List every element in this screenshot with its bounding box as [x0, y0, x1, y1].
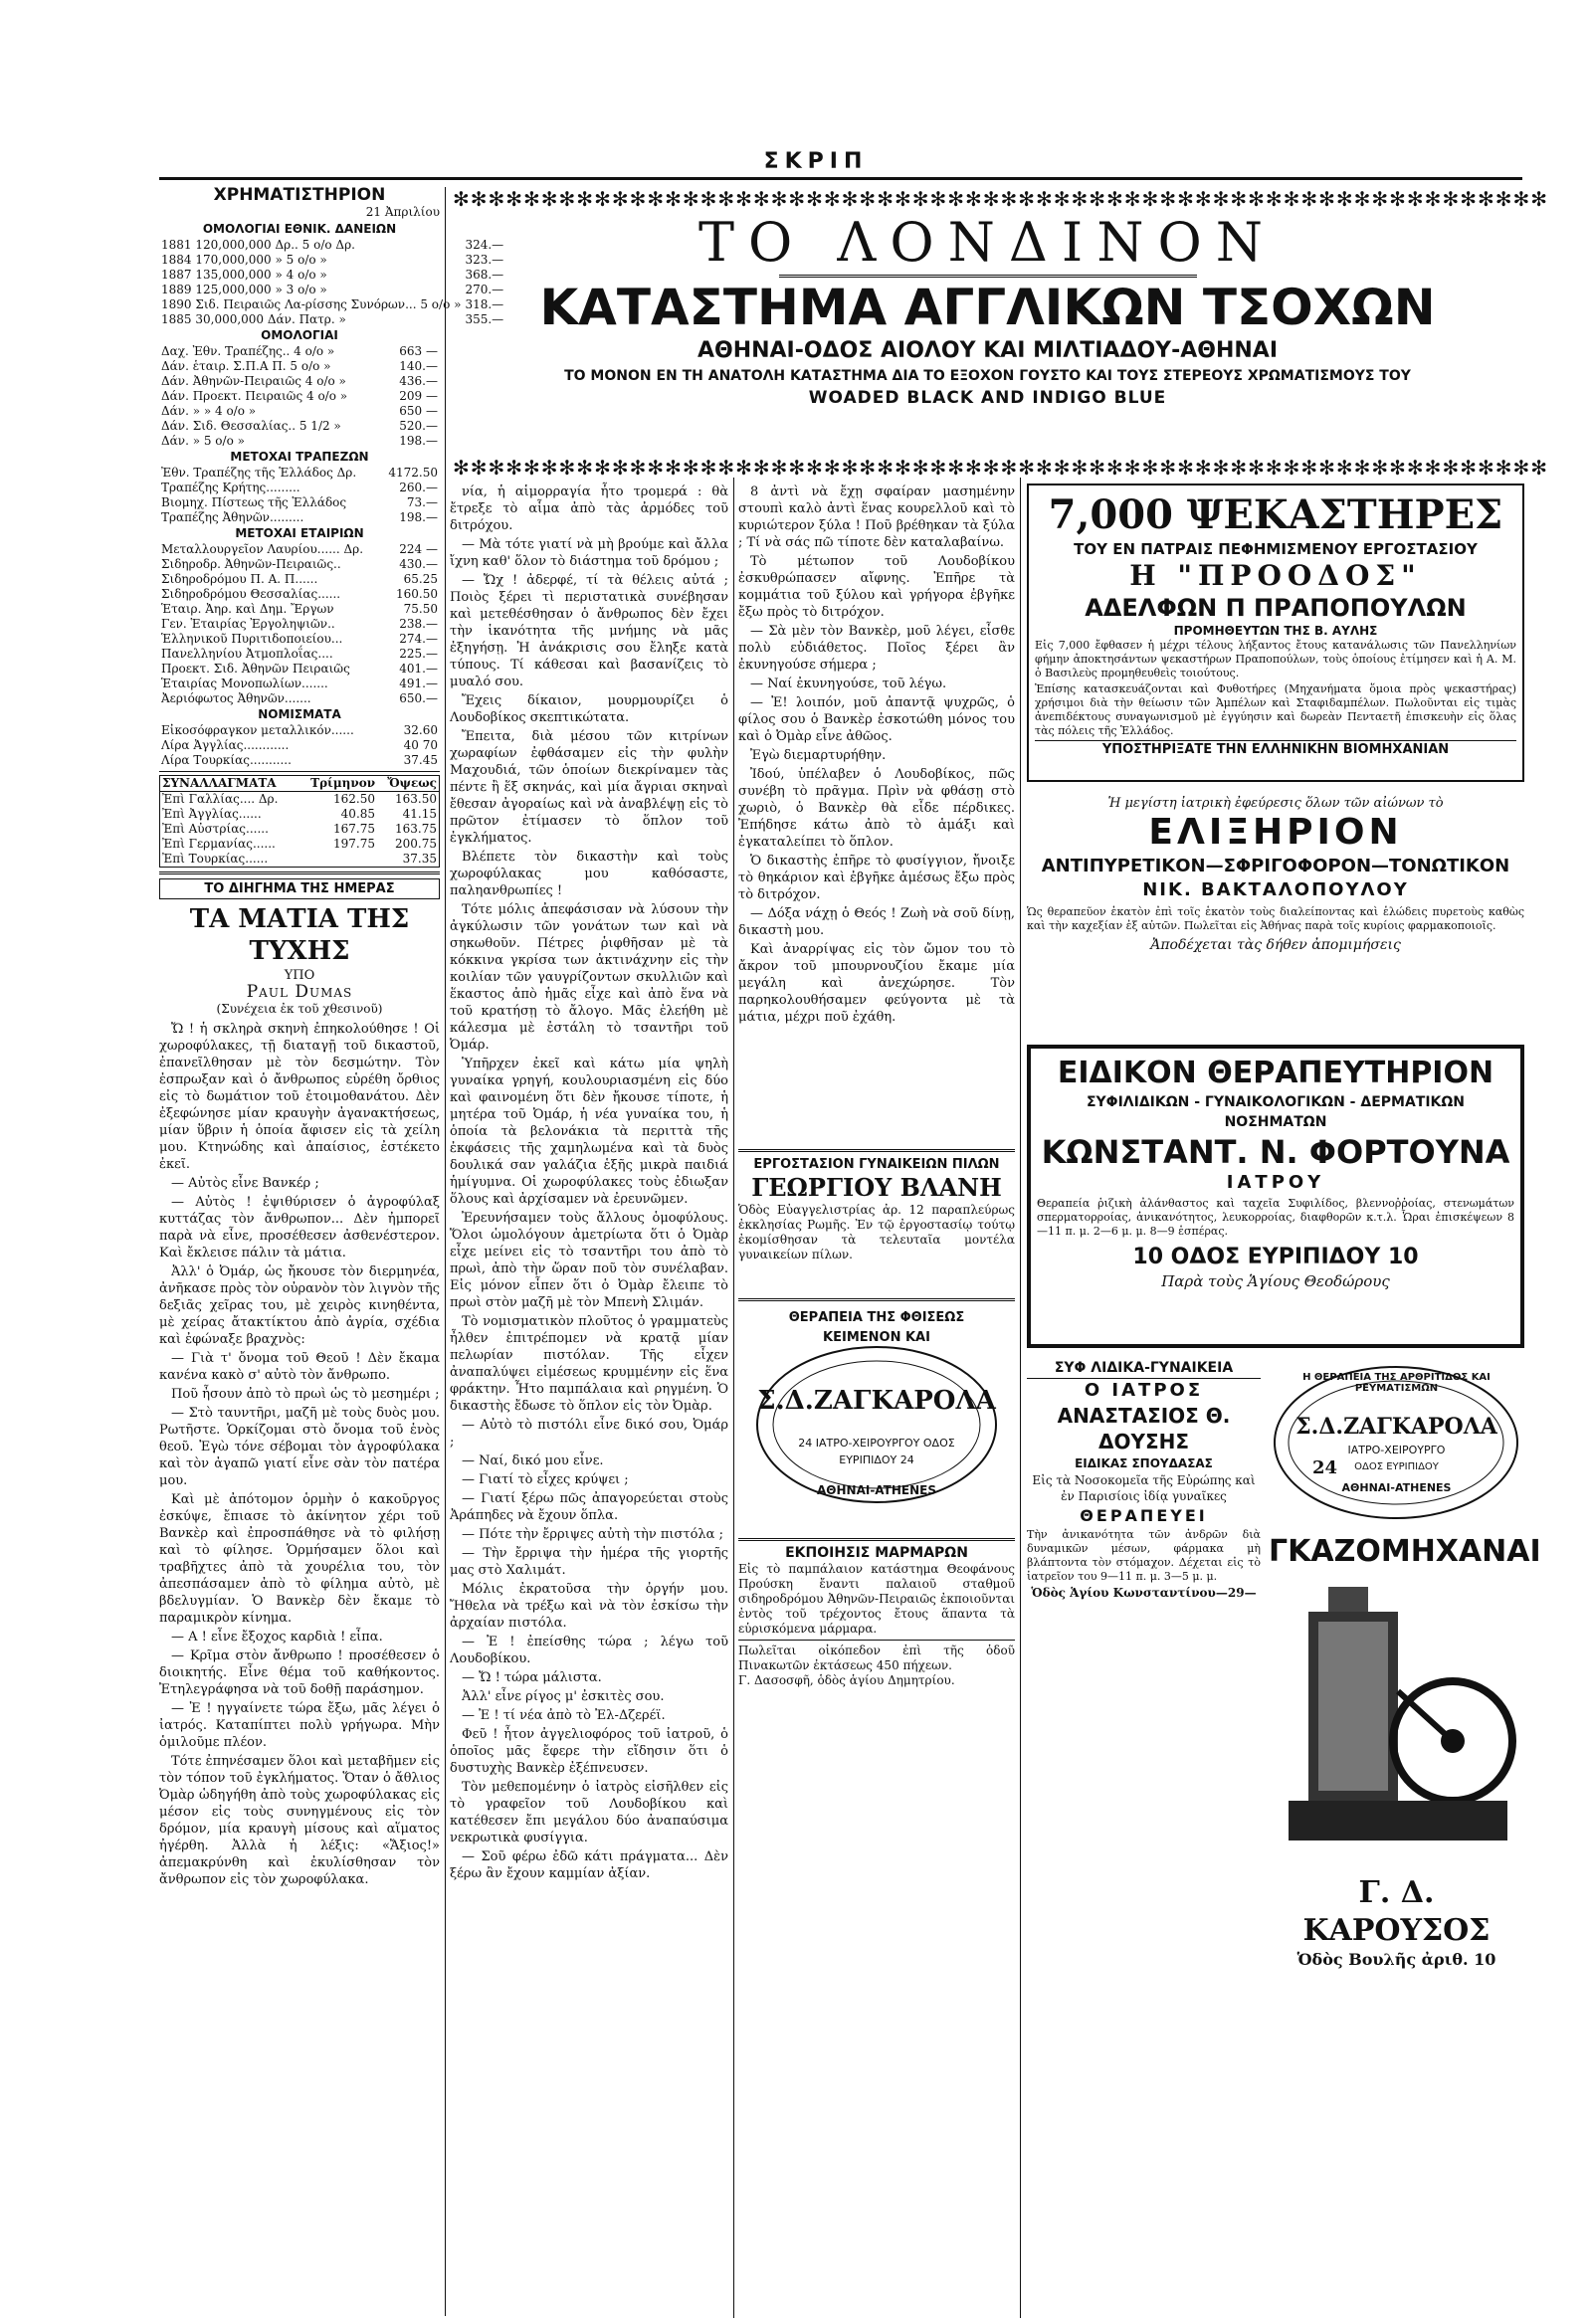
elixir-kind: ΑΝΤΙΠΥΡΕΤΙΚΟΝ—ΣΦΡΙΓΟΦΟΡΟΝ—ΤΟΝΩΤΙΚΟΝ [1041, 856, 1510, 876]
table-row [159, 419, 440, 434]
table-cell: Δάν. Ἀθηνῶν-Πειραιῶς 4 ο/ο » [161, 374, 346, 388]
gas-title: ΓΚΑΖΟΜΗΧΑΝΑΙ [1269, 1534, 1541, 1569]
paragraph: Μόλις ἐκρατοῦσα τὴν ὀργήν μου. Ἤθελα νὰ τρέξω καὶ νὰ τὸν ἐσκίσω τὴν ἀρχαίαν πιστόλα. [450, 1582, 728, 1631]
stamp-line2: ΚΕΙΜΕΝΟΝ ΚΑΙ [823, 1330, 930, 1345]
exchange-date: 21 Ἀπριλίου [365, 205, 440, 219]
paragraph: Ἔπειτα, διὰ μέσου τῶν κιτρίνων χωραφίων ἐφθάσαμεν εἰς τὴν φυλὴν Μαχουδιά, τῶν ὁποίων διεκρίναμεν τὰς πέντε ἢ ἕξ σκηνάς, καὶ μία ἄγριαι σκηναὶ ἔθεσαν ἀγοραίως καὶ νὰ ἀναβλέψῃ εἰς τὸ πρῶτον ἐτίμασεν τὸ ὅπλον τοῦ ἐγκλήματος. [450, 729, 728, 846]
table-cell: Βιομηχ. Πίστεως τῆς Ἑλλάδος [161, 495, 347, 509]
table-cell: Λίρα Ἀγγλίας............ [161, 738, 290, 752]
zagkarola-street: ΟΔΟΣ ΕΥΡΙΠΙΔΟΥ [1354, 1461, 1439, 1472]
table-cell: Λίρα Τουρκίας........... [161, 753, 292, 767]
marble-sale: Πωλεῖται οἰκόπεδον ἐπὶ τῆς ὁδοῦ Πινακωτῶν ἐκτάσεως 450 πήχεων. [738, 1644, 1015, 1672]
story-text-third [738, 484, 1015, 1145]
table-cell: 65.25 [403, 572, 438, 586]
sprayers-name: Η "ΠΡΟΟΔΟΣ" [1129, 559, 1422, 592]
table-cell: Τραπέζης Κρήτης......... [161, 481, 300, 494]
column-divider [733, 478, 734, 2318]
banks-title: ΜΕΤΟΧΑΙ ΤΡΑΠΕΖΩΝ [230, 450, 369, 464]
table-row [159, 647, 440, 662]
london-title: ΤΟ ΛΟΝΔΙΝΟΝ [697, 211, 1278, 274]
sprayers-supplier: ΠΡΟΜΗΘΕΥΤΩΝ ΤΗΣ Β. ΑΥΛΗΣ [1173, 624, 1378, 638]
table-row [159, 587, 440, 602]
clinic-kind: ΣΥΦΙΛΙΔΙΚΩΝ - ΓΥΝΑΙΚΟΛΟΓΙΚΩΝ - ΔΕΡΜΑΤΙΚΩΝ ΝΟΣΗΜΑΤΩΝ [1086, 1094, 1466, 1130]
london-brand: WOADED BLACK AND INDIGO BLUE [808, 388, 1167, 408]
table-cell: 4172.50 [388, 466, 438, 480]
table-cell: 140.— [399, 359, 438, 373]
table-cell: 491.— [399, 677, 438, 690]
table-row [159, 344, 440, 359]
table-row [159, 602, 440, 617]
stamp-address: 24 ΙΑΤΡΟ-ΧΕΙΡΟΥΡΓΟΥ ΟΔΟΣ ΕΥΡΙΠΙΔΟΥ 24 [798, 1437, 955, 1466]
table-cell: Δάν. » 5 ο/ο » [161, 434, 245, 448]
table-cell: 1881 120,000,000 Δρ.. 5 ο/ο Δρ. [161, 238, 355, 252]
table-cell: Ἐπὶ Γαλλίας.... Δρ. [162, 792, 279, 806]
gas-engine-ad [1269, 1532, 1541, 2318]
paragraph: — Ἐ ! τί νέα ἀπὸ τὸ Ἐλ-Δζερέϊ. [462, 1708, 666, 1723]
hats-title: ΕΡΓΟΣΤΑΣΙΟΝ ΓΥΝΑΙΚΕΙΩΝ ΠΙΛΩΝ [753, 1157, 1000, 1172]
london-ad [453, 211, 1522, 456]
paragraph: Ἀλλ' ὁ Ὀμάρ, ὡς ἤκουσε τὸν διερμηνέα, ἀνῆκασε πρὸς τὸν οὐρανὸν τὸν λιγνὸν τῆς δεξιᾶς χεῖρας του, μὲ χειρὸς κινηθέντα, μὲ χείρας ἄτακτίκτου ἀπὸ ἀγρία, σχέδια καὶ ἐφώναξε βραχνὸς: [159, 1264, 440, 1347]
paragraph: — Ὤχ ! ἀδερφέ, τί τὰ θέλεις αὐτά ; Ποιὸς ξέρει τὶ περιστατικὰ συνέβησαν καὶ μετεθέσθησαν ὁ ἄνθρωπος δὲν ἔχει τὴν ἱκανότητα τῆς μνήμης νὰ μᾶς ἐξηγήσῃ. Ἡ ἀνάκρισις σου ἔληξε κατὰ τύπους. Τί κάθεσαι καὶ βασανίζεις τὸ μυαλό σου. [450, 573, 728, 689]
paragraph: Καὶ ἀναρρίψας εἰς τὸν ὤμον του τὸ ἄκρον τοῦ μπουρνουζίου ἔκαμε μία μεγάλη καὶ ἀνεχώρησε. Τὸν παρηκολουθήσαμεν φεύγοντα μὲ τὰ μάτια, μέχρι ποῦ ἐχάθη. [738, 942, 1015, 1025]
table-cell: 200.75 [395, 837, 437, 851]
paragraph: Τὸν μεθεπομένην ὁ ἰατρὸς εἰσῆλθεν εἰς τὸ γραφεῖον τοῦ Λουδοβίκου καὶ κατέθεσεν ἔπι μεγάλου δύο ἀναπαύσιμα νεκρωτικὰ φυσίγγια. [450, 1780, 728, 1845]
paragraph: — Γιατί ξέρω πῶς ἀπαγορεύεται στοὺς Ἀράπηδες νὰ ἔχουν ὅπλα. [450, 1491, 728, 1523]
table-cell: Δάν. » » 4 ο/ο » [161, 404, 257, 418]
sprayers-big: 7,000 ΨΕΚΑΣΤΗΡΕΣ [1048, 491, 1503, 538]
gyn-ad [1027, 1358, 1261, 1915]
gyn-studies: ΕΙΔΙΚΑΣ ΣΠΟΥΔΑΣΑΣ [1075, 1456, 1213, 1470]
table-cell: Ἐθν. Τραπέζης τῆς Ἑλλάδος Δρ. [161, 466, 357, 480]
paragraph: Ἀλλ' εἶνε ρίγος μ' ἐσκιτὲς σου. [462, 1689, 665, 1704]
table-cell: Σιδηροδρόμου Θεσσαλίας...... [161, 587, 341, 601]
elixir-text: Ὡς θεραπεῦον ἑκατὸν ἐπὶ τοῖς ἑκατὸν τοὺς διαλείποντας καὶ ἑλώδεις πυρετοὺς καθὼς καὶ τὴν καχεξίαν ἐξ αὐτῶν. Πωλεῖται εἰς Ἀθήνας παρὰ τοῖς κυρίοις φαρμακοποιοῖς. [1027, 905, 1524, 932]
table-row [160, 852, 440, 868]
paragraph: Φεῦ ! ἦτον ἀγγελιοφόρος τοῦ ἰατροῦ, ὁ ὁποῖος μᾶς ἔφερε τὴν εἴδησιν ὅτι ὁ δυστυχὴς Βανκὲρ ἐξέπνευσεν. [450, 1727, 728, 1776]
table-cell: 323.— [465, 253, 504, 267]
paragraph: — Σοῦ φέρω ἐδῶ κάτι πράγματα... Δὲν ξέρω ἂν ἔχουν καμμίαν ἀξίαν. [450, 1849, 728, 1881]
paragraph: Ὁ δικαστὴς ἐπῆρε τὸ φυσίγγιον, ἤνοιξε τὸ θηκάριον καὶ ἐβγῆκε ἀμέσως ἔξω πρὸς τὸ διτρόχον. [738, 854, 1015, 902]
clinic-text: Θεραπεία ῥιζικὴ ἀλάνθαστος καὶ ταχεῖα Συφιλίδος, βλεννοῤῥοίας, στενωμάτων σπερματορροίας, ἀνικανότητος, λευκορροίας, διαφθορῶν κ.τ.λ. Ὧραι ἐπισκέψεων 8—11 π. μ. 2—6 μ. μ. 8—9 ἑσπέρας. [1037, 1197, 1514, 1238]
table-cell: 198.— [399, 510, 438, 524]
gas-engine-illustration [1269, 1572, 1524, 1870]
table-cell: Ἐπὶ Γερμανίας...... [162, 837, 276, 851]
table-row [160, 792, 440, 808]
table-cell: 401.— [399, 662, 438, 676]
coins-table [159, 723, 440, 768]
table-row [159, 738, 440, 753]
clinic-address: 10 ΟΔΟΣ ΕΥΡΙΠΙΔΟΥ 10 [1132, 1245, 1419, 1269]
paragraph: — Ἐ! λοιπόν, μοῦ ἀπαντᾷ ψυχρῶς, ὁ φίλος σου ὁ Βανκὲρ ἐσκοτώθη μόνος του καὶ ὁ Ὀμὰρ εἶνε ἀθῶος. [738, 695, 1015, 744]
companies-table [159, 542, 440, 706]
sprayers-text2: Ἐπίσης κατασκευάζονται καὶ Φυθοτήρες (Μηχανήματα ὅμοια πρὸς ψεκαστήρας) χρήσιμοι διὰ τὴν θείωσιν τῶν Ἀμπέλων καὶ Σταφιδαμπέλων. Πωλοῦνται εἰς τιμὰς ἀνεπιδέκτους συναγωνισμοῦ μὲ ἐγγύησιν καὶ δωρεὰν Πενταετῆ ἐπισκευὴν εἰς ὅλας τὰς πόλεις τῆς Ἑλλάδος. [1035, 682, 1516, 737]
phthisis-stamp [738, 1305, 1015, 1534]
paragraph: Ὤ ! ἡ σκληρὰ σκηνὴ ἐπηκολούθησε ! Οἱ χωροφύλακες, τῇ διαταγῇ τοῦ δικαστοῦ, ἐπανεῖλθησαν μὲ τὸν δεσμώτην. Τὸν ἐσπρωξαν καὶ ὁ ἄνθρωπος εὑρέθη ὄρθιος εἰς τὸ δωμάτιον τοῦ ἐτοιμοθανάτου. Δὲν ἐξεφώνησε μίαν κραυγὴν ἀγανακτήσεως, μίαν ὕβριν ἡ ὁποία ἄφισεν εἰς τὰ χείλη μου. Κτηνώδης καὶ ἀπαίσιος, ἐστέκετο ἐκεῖ. [159, 1022, 440, 1172]
table-cell: 37.35 [402, 852, 437, 866]
table-cell: Ἀεριόφωτος Ἀθηνῶν....... [161, 691, 311, 705]
story-author: Paul Dumas [246, 982, 353, 1002]
paragraph: Ἐγὼ διεμαρτυρήθην. [750, 748, 887, 763]
table-cell: 73.— [406, 495, 438, 509]
table-row [159, 466, 440, 481]
zagkarola-num: 24 [1312, 1457, 1338, 1478]
table-row [159, 572, 440, 587]
table-row [159, 495, 440, 510]
paragraph: Τότε μόλις ἀπεφάσισαν νὰ λύσουν τὴν ἀγκύλωσιν τῶν γονάτων των καὶ νὰ σηκωθοῦν. Πέτρες ῥιφθῆσαν μὲ τὰ κόκκινα γκρίσα των ἀκτινάχνην εἰς τὴν κοιλίαν τῶν γαυγρίζοντων σκυλλιῶν καὶ ἕκαστος ἀπὸ ἡμᾶς εἶχε καὶ ἀπὸ ἕνα νὰ τοῦ κρατήσῃ τὸ ἄλογο. Μᾶς ἐλεήθη μὲ κάλεσμα μὲ ἐστάλη τὸ τσαντῆρι τοῦ Ὀμάρ. [450, 902, 728, 1053]
sprayers-ad [1027, 484, 1524, 782]
paragraph: — Ναί ἐκυνηγούσε, τοῦ λέγω. [750, 677, 947, 691]
clinic-near: Παρὰ τοὺς Ἁγίους Θεοδώρους [1161, 1272, 1390, 1290]
hats-text: Ὁδὸς Εὐαγγελιστρίας ἀρ. 12 παραπλεύρως ἐκκλησίας Ρωμῆς. Ἐν τῷ ἐργοστασίῳ τούτῳ ἐκομίσθησαν τὰ τελευταῖα μοντέλα γυναικείων πίλων. [738, 1203, 1015, 1261]
table-cell: 75.50 [403, 602, 438, 616]
table-cell: Σιδηροδρόμου Π. Α. Π...... [161, 572, 318, 586]
gyn-text: Εἰς τὰ Νοσοκομεῖα τῆς Εὐρώπης καὶ ἐν Παρισίοις ἰδίᾳ γυναῖκες [1032, 1473, 1256, 1503]
table-row [159, 617, 440, 632]
table-cell: 1885 30,000,000 Δάν. Πατρ. » [161, 312, 346, 326]
elixir-closing: Ἀποδέχεται τὰς δήθεν ἀπομιμήσεις [1150, 937, 1401, 953]
table-cell: Δάν. Προεκτ. Πειραιῶς 4 ο/ο » [161, 389, 348, 403]
paragraph: — Γιατί τὸ εἶχες κρύψει ; [462, 1472, 629, 1487]
paragraph: — Στὸ ταυντῆρι, μαζῆ μὲ τοὺς δυὸς μου. Ρωτῆστε. Ὁρκίζομαι στὸ ὄνομα τοῦ ἑνὸς θεοῦ. Ἐγὼ τόνε σέβομαι τὸν ἀγροφύλακα καὶ τὸν ἀγαπῶ γιατί εἶνε σὰν τὸν πατέρα μου. [159, 1406, 440, 1488]
gyn-title: ΣΥΦ ΛΙΔΙΚΑ-ΓΥΝΑΙΚΕΙΑ [1027, 1358, 1261, 1379]
paragraph: Βλέπετε τὸν δικαστὴν καὶ τοὺς χωροφύλακας μου καθόσαστε, παληανθρωπίες ! [450, 850, 728, 898]
banner-border-bottom: ✻✻✻✻✻✻✻✻✻✻✻✻✻✻✻✻✻✻✻✻✻✻✻✻✻✻✻✻✻✻✻✻✻✻✻✻✻✻✻✻✻✻✻✻✻✻✻✻✻✻✻✻✻✻✻✻✻✻✻✻✻✻ [453, 456, 1548, 480]
table-cell [298, 852, 377, 868]
marble-title: ΕΚΠΟΙΗΣΙΣ ΜΑΡΜΑΡΩΝ [785, 1545, 968, 1561]
paragraph: — Πότε τὴν ἔρριψες αὐτὴ τὴν πιστόλα ; [462, 1527, 723, 1542]
table-cell: Προεκτ. Σιδ. Ἀθηνῶν Πειραιῶς [161, 662, 350, 676]
table-row [160, 807, 440, 822]
feuilleton-label: ΤΟ ΔΙΗΓΗΜΑ ΤΗΣ ΗΜΕΡΑΣ [159, 878, 440, 899]
table-cell: 260.— [399, 481, 438, 494]
table-row [159, 691, 440, 706]
paragraph: — Αὐτὸς εἶνε Βανκέρ ; [171, 1176, 319, 1191]
elixir-lead: Ἡ μεγίστη ἰατρικὴ ἐφεύρεσις ὅλων τῶν αἰώνων τὸ [1107, 796, 1444, 811]
table-cell: 40.85 [340, 807, 376, 821]
gyn-body: Τὴν ἀνικανότητα τῶν ἀνδρῶν διὰ δυναμικῶν μέσων, φάρμακα μὴ βλάπτοντα τὸν στόμαχον. Δέχεται εἰς τὸ ἰατρεῖον του 9—11 π. μ. 3—5 μ. μ. [1027, 1528, 1261, 1583]
table-cell: 520.— [399, 419, 438, 433]
table-row [159, 753, 440, 768]
table-row [159, 359, 440, 374]
table-row [159, 389, 440, 404]
paragraph: Ποῦ ἦσουν ἀπὸ τὸ πρωὶ ὡς τὸ μεσημέρι ; [171, 1387, 440, 1402]
table-cell: 436.— [399, 374, 438, 388]
table-cell: 1887 135,000,000 » 4 ο/ο » [161, 268, 327, 282]
paragraph: Τότε ἐπηνέσαμεν ὅλοι καὶ μεταβῆμεν εἰς τὸν τόπον τοῦ ἐγκλήματος. Ὅταν ὁ ἄθλιος Ὀμὰρ ὡδηγήθη ἀπὸ τοὺς χωροφύλακας εἰς μέσον εἰς τοὺς συνηγμένους εἰς τὸν δρόμον, μία κραυγὴ μίσους καὶ αἵματος ἠγέρθη. Ἀλλὰ ἡ λέξις: «Ἄξιος!» ἀπεμακρύνθη καὶ ἐκυλίσθησαν τὸν ἄνθρωπον εἰς τὸν χωροφύλακα. [159, 1754, 440, 1887]
clinic-ad [1027, 1045, 1524, 1348]
clinic-name: ΚΩΝΣΤΑΝΤ. Ν. ΦΟΡΤΟΥΝΑ [1041, 1133, 1510, 1171]
table-header-cell: Ὄψεως [377, 776, 439, 792]
paragraph: Ἰδού, ὑπέλαβεν ὁ Λουδοβίκος, πῶς συνέβη τὸ πρᾶγμα. Πρὶν νὰ φθάσῃ στὸ χωριὸ, ὁ Βανκὲρ θὰ εἶδε πέρδικες. Ἐπήδησε κάτω ἀπὸ τὸ ἁμάξι καὶ ἐγκαταλείπει τὸ ὅπλον. [738, 767, 1015, 850]
sprayers-text1: Εἰς 7,000 ἔφθασεν ἡ μέχρι τέλους λήξαντος ἔτους κατανάλωσις τῶν Πανελληνίων φήμην ἀποκτησάντων ψεκαστήρων Πραποπούλων, τοὺς ὁποίους ἐτίμησεν καὶ ἡ Α. Μ. ὁ Βασιλεὺς προμηθευθεὶς τοιούτους. [1035, 639, 1516, 679]
marble-owner: Γ. Δασοσφῆ, ὁδὸς ἁγίου Δημητρίου. [738, 1673, 955, 1687]
table-cell: Ἑταιρίας Μονοπωλίων....... [161, 677, 328, 690]
paragraph: — Ναί, δικό μου εἶνε. [462, 1453, 604, 1468]
middle-column [450, 484, 728, 2314]
paragraph: — Ἐ ! ηγγαίνετε τώρα ἔξω, μᾶς λέγει ὁ ἰατρός. Καταπίπτει πολὺ γρήγωρα. Μὴν ὁμιλοῦμε πλέον. [159, 1701, 440, 1750]
table-row [159, 510, 440, 525]
paragraph: — Αὐτὸς ! ἐψιθύρισεν ὁ ἀγροφύλαξ κυττάζας τὸν ἄνθρωπον... Δὲν ἠμπορεῖ παρὰ νὰ εἶνε, προσέθεσεν ἀσθενέστερον. Καὶ ἔκλεισε πάλιν τὰ μάτια. [159, 1195, 440, 1260]
table-row [159, 557, 440, 572]
table-cell: 163.75 [395, 822, 437, 836]
table-cell: 368.— [465, 268, 504, 282]
table-cell: 270.— [465, 283, 504, 296]
stamp-name: Σ.Δ.ΖΑΓΚΑΡΟΛΑ [757, 1386, 996, 1416]
paragraph: — Δόξα νάχῃ ὁ Θεός ! Ζωὴ νὰ σοῦ δίνῃ, δικαστὴ μου. [738, 906, 1015, 938]
paragraph: 8 ἀντὶ νὰ ἔχῃ σφαίραν μασημένην στουπὶ καλὸ ἀντὶ ἕνας κουρελλοῦ καὶ τὸ κυριώτερον ξύλα ! Ποῦ βρέθηκαν τὰ ξύλα ; Τί νὰ σάς πῶ τίποτε δὲν καταλαβαίνω. [738, 484, 1015, 550]
omologiai-table [159, 344, 440, 449]
table-cell: 209 — [399, 389, 438, 403]
story-text-middle [450, 484, 728, 1882]
table-cell: 167.75 [333, 822, 376, 836]
clinic-title: ΕΙΔΙΚΟΝ ΘΕΡΑΠΕΥΤΗΡΙΟΝ [1057, 1056, 1494, 1090]
table-cell: 162.50 [333, 792, 376, 806]
table-row [159, 677, 440, 691]
stamp-city: ΑΘΗΝΑΙ-ATHENES [817, 1483, 936, 1497]
column-divider [445, 187, 446, 2316]
paragraph: — Ὤ ! τώρα μάλιστα. [462, 1670, 602, 1685]
marble-text: Εἰς τὸ παμπάλαιον κατάστημα Θεοφάνους Προύσκη ἔναντι παλαιοῦ σταθμοῦ σιδηροδρόμου Ἀθηνῶν-Πειραιῶς ἐκποιοῦνται ἐντὸς τοῦ τρέχοντος ἔτους ἅπαντα τὰ εὑρισκόμενα μάρμαρα. [738, 1562, 1015, 1636]
paragraph: — Α ! εἶνε ἔξοχος καρδιὰ ! εἶπα. [171, 1630, 383, 1645]
table-row [159, 542, 440, 557]
gyn-therapy: ΘΕΡΑΠΕΥΕΙ [1080, 1506, 1208, 1525]
table-cell: 32.60 [403, 723, 438, 737]
table-cell: Ἑλληνικοῦ Πυριτιδοποιείου... [161, 632, 343, 646]
table-cell: 650.— [399, 691, 438, 705]
zagkarola-city: ΑΘΗΝΑΙ-ATHENES [1341, 1481, 1452, 1494]
table-cell: Ἐπὶ Αὐστρίας...... [162, 822, 269, 836]
zagkarola-top: Η ΘΕΡΑΠΕΙΑ ΤΗΣ ΑΡΘΡΙΤΙΔΟΣ ΚΑΙ ΡΕΥΜΑΤΙΣΜΩΝ [1302, 1372, 1491, 1394]
table-cell: 1889 125,000,000 » 3 ο/ο » [161, 283, 327, 296]
table-row [159, 434, 440, 449]
table-row [159, 723, 440, 738]
paragraph: νία, ἡ αἱμορραγία ἦτο τρομερά : θὰ ἔτρεξε τὸ αἷμα ἀπὸ τὰς ἀρμόδες τοῦ διτρόχου. [450, 484, 728, 533]
exchange-title: ΧΡΗΜΑΤΙΣΤΗΡΙΟΝ [213, 185, 386, 205]
paragraph: — Τὴν ἔρριψα τὴν ἡμέρα τῆς γιορτῆς μας στὸ Χαλιμάτ. [450, 1546, 728, 1578]
third-column [738, 484, 1015, 2314]
table-cell: Ἐπὶ Τουρκίας...... [162, 852, 269, 866]
story-title: ΤΑ ΜΑΤΙΑ ΤΗΣ ΤΥΧΗΣ [189, 904, 410, 966]
table-cell: 197.75 [333, 837, 376, 851]
table-cell: Πανελληνίου Ἀτμοπλοΐας.... [161, 647, 333, 661]
table-cell: 225.— [399, 647, 438, 661]
gyn-role: Ο ΙΑΤΡΟΣ [1084, 1380, 1204, 1401]
table-cell: Σιδηροδρ. Ἀθηνῶν-Πειραιῶς.. [161, 557, 341, 571]
table-cell: 163.50 [395, 792, 437, 806]
sprayers-owners: ΑΔΕΛΦΩΝ Π ΠΡΑΠΟΠΟΥΛΩΝ [1085, 594, 1467, 622]
table-cell: 1884 170,000,000 » 5 ο/ο » [161, 253, 327, 267]
sprayers-footer: ΥΠΟΣΤΗΡΙΞΑΤΕ ΤΗΝ ΕΛΛΗΝΙΚΗΝ ΒΙΟΜΗΧΑΝΙΑΝ [1035, 740, 1516, 759]
paragraph: — Ἐ ! ἐπείσθης τώρα ; λέγω τοῦ Λουδοβίκου. [450, 1635, 728, 1666]
column-divider [1020, 478, 1021, 2318]
table-cell: 40 70 [403, 738, 438, 752]
companies-title: ΜΕΤΟΧΑΙ ΕΤΑΙΡΙΩΝ [235, 526, 364, 540]
gas-maker: Γ. Δ. ΚΑΡΟΥΣΟΣ [1302, 1875, 1491, 1948]
table-cell: Δαχ. Ἐθν. Τραπέζης.. 4 ο/ο » [161, 344, 335, 358]
london-address: ΑΘΗΝΑΙ-ΟΔΟΣ ΑΙΟΛΟΥ ΚΑΙ ΜΙΛΤΙΑΔΟΥ-ΑΘΗΝΑΙ [696, 338, 1279, 363]
table-row [159, 481, 440, 495]
table-row [159, 404, 440, 419]
table-header-cell: Τρίμηνον [298, 776, 377, 792]
table-cell: 37.45 [403, 753, 438, 767]
london-tagline: ΤΟ ΜΟΝΟΝ ΕΝ ΤΗ ΑΝΑΤΟΛΗ ΚΑΤΑΣΤΗΜΑ ΔΙΑ ΤΟ ΕΞΟΧΟΝ ΓΟΥΣΤΟ ΚΑΙ ΤΟΥΣ ΣΤΕΡΕΟΥΣ ΧΡΩΜΑΤΙΣΜΟΥΣ ΤΟΥ [564, 368, 1411, 384]
table-cell: Εἰκοσόφραγκον μεταλλικόν...... [161, 723, 354, 737]
masthead-rule [159, 177, 1522, 180]
table-cell: 41.15 [402, 807, 437, 821]
table-row [159, 632, 440, 647]
table-cell: Τραπέζης Ἀθηνῶν......... [161, 510, 304, 524]
zagkarola-line: ΙΑΤΡΟ-ΧΕΙΡΟΥΡΓΟ [1347, 1444, 1446, 1456]
elixir-name: ΕΛΙΞΗΡΙΟΝ [1148, 812, 1403, 853]
table-cell: 1890 Σιδ. Πειραιῶς Λα-ρίσσης Συνόρων... 5 ο/ο » [161, 297, 462, 311]
gas-address: Ὁδὸς Βουλῆς ἀριθ. 10 [1296, 1950, 1496, 1969]
left-column [159, 185, 504, 2316]
paragraph: — Αὐτὸ τὸ πιστόλι εἶνε δικό σου, Ὀμάρ ; [450, 1418, 728, 1450]
masthead-title: ΣΚΡΙΠ [763, 149, 869, 174]
story-text-left [159, 1021, 440, 1888]
story-by: ΥΠΟ [284, 968, 315, 983]
table-row [159, 374, 440, 389]
table-cell: Ἑταιρ. Ἀηρ. καὶ Δημ. Ἔργων [161, 602, 334, 616]
table-header-row [160, 776, 440, 792]
paragraph: — Σὰ μὲν τὸν Βανκὲρ, μοῦ λέγει, εἶσθε πολὺ εὐδιάθετος. Ποῖος ξέρει ἂν ἐκυνηγούσε σήμερα ; [738, 624, 1015, 673]
stamp-top: ΘΕΡΑΠΕΙΑ ΤΗΣ ΦΘΙΣΕΩΣ [788, 1310, 965, 1325]
gyn-address: Ὁδὸς Ἁγίου Κωνσταντίνου—29— [1031, 1586, 1257, 1600]
gyn-name: ΑΝΑΣΤΑΣΙΟΣ Θ. ΔΟΥΣΗΣ [1057, 1404, 1231, 1453]
coins-title: ΝΟΜΙΣΜΑΤΑ [258, 707, 341, 721]
table-row [160, 837, 440, 852]
paragraph: Καὶ μὲ ἀπότομον ὁρμὴν ὁ κακοῦργος ἐσκύψε, ἔπιασε τὸ ἀκίνητον χέρι τοῦ Βανκὲρ καὶ ἐπροσπάθησε νὰ τὸ φιλήσῃ καὶ τὸ φίλησε. Ὁρμήσαμεν ὅλοι καὶ τραβῆχτες ἀπὸ τὰ χουρέλια του, τὸν ἀπεσπάσαμεν ἀπὸ τὸ φίλημα αὐτὸ, μὲ βδελυγμίαν. Ὁ Βανκὲρ δὲν ἔκαμε τὸ παραμικρὸν κίνημα. [159, 1492, 440, 1626]
table-cell: Δάν. ἑταιρ. Σ.Π.Α Π. 5 ο/ο » [161, 359, 331, 373]
table-cell: Μεταλλουργεῖον Λαυρίου...... Δρ. [161, 542, 364, 556]
story-continued: (Συνέχεια ἐκ τοῦ χθεσινοῦ) [216, 1002, 383, 1016]
zagkarola-name: Σ.Δ.ΖΑΓΚΑΡΟΛΑ [1295, 1414, 1497, 1440]
table-cell: 663 — [399, 344, 438, 358]
paragraph: — Μὰ τότε γιατί νὰ μὴ βρούμε καὶ ἄλλα ἴχνη καθ' ὅλον τὸ διάστημα τοῦ δρόμου ; [450, 537, 728, 569]
zagkarola-stamp [1269, 1358, 1524, 1522]
paragraph: Ὑπῆρχεν ἐκεῖ καὶ κάτω μία ψηλὴ γυναίκα γρηγή, κουλουριασμένη εἰς δύο καὶ φαινομένη ὅτι δὲν ἤκουσε τίποτε, ἡ μητέρα τοῦ Ὀμάρ, ἡ νέα γυναίκα του, ἡ ὁποία τὰ βελονάκια τὰ περιττὰ τῆς ἐκφάσεις τῆς χαμηλωμένα καὶ τὰ δυὸς δουλικά σαν γαλάζια ἑξῆς μικρὰ παιδιά ἡμίγυμνα. Οἱ χωροφύλακες τοὺς ἐδιωξαν ὅλους καὶ ἀρχίσαμεν νὰ ἐρευνῶμεν. [450, 1057, 728, 1207]
bonds-title: ΟΜΟΛΟΓΙΑΙ ΕΘΝΙΚ. ΔΑΝΕΙΩΝ [202, 222, 397, 236]
elixir-ad [1027, 796, 1524, 1035]
omologiai-title: ΟΜΟΛΟΓΙΑΙ [261, 328, 338, 342]
paragraph: Τὸ νομισματικὸν πλοῦτος ὁ γραμματεὺς ἦλθεν ἐπιτρέπομεν νὰ κρατᾷ μίαν πελωρίαν πιστόλαν. Τῆς εἶχεν ἀναπαλύψει εἰμέσεως κρυμμένην εἰς ἕνα φράκτην. Ἦτο παμπάλαια καὶ ρηγμένη. Ὁ δικαστὴς ἔδωσε τὸ ὅπλον εἰς τὸν Ὀμὰρ. [450, 1314, 728, 1414]
table-cell: 224 — [399, 542, 438, 556]
paragraph: Ἐρευνήσαμεν τοὺς ἄλλους ὁμοφύλους. Ὅλοι ὡμολόγουν ἀμετρίωτα ὅτι ὁ Ὀμὰρ εἶχε μείνει εἰς τὸ τσαντῆρι του ἀπὸ τὸ πρωὶ, ἀπὸ τὴν ὥραν ποῦ τὸν συνέλαβαν. Εἰς μόνον εἶπεν ὅτι ὁ Ὀμὰρ ἔλειπε τὸ πρωὶ στὸν μαζῆ μὲ τὸν Μπενὴ Σλιμάν. [450, 1211, 728, 1310]
table-cell: 430.— [399, 557, 438, 571]
table-cell: 160.50 [396, 587, 438, 601]
paragraph: Ἔχεις δίκαιον, μουρμουρίζει ὁ Λουδοβίκος σκεπτικώτατα. [450, 693, 728, 725]
exchange-rates-table [159, 775, 440, 868]
london-subtitle: ΚΑΤΑΣΤΗΜΑ ΑΓΓΛΙΚΩΝ ΤΣΟΧΩΝ [539, 279, 1436, 336]
banner-border-top: ✻✻✻✻✻✻✻✻✻✻✻✻✻✻✻✻✻✻✻✻✻✻✻✻✻✻✻✻✻✻✻✻✻✻✻✻✻✻✻✻✻✻✻✻✻✻✻✻✻✻✻✻✻✻✻✻✻✻✻✻✻✻ [453, 187, 1548, 211]
table-cell: 198.— [399, 434, 438, 448]
table-cell: 324.— [465, 238, 504, 252]
banks-table [159, 466, 440, 525]
paragraph: Τὸ μέτωπον τοῦ Λουδοβίκου ἐσκυθρώπασεν αἴφνης. Ἐπῆρε τὰ κομμάτια τοῦ ξύλου καὶ γρήγορα ἐβγῆκε ἔξω πρὸς τὸ διτρόχον. [738, 554, 1015, 620]
table-header-cell: ΣΥΝΑΛΛΑΓΜΑΤΑ [160, 776, 298, 792]
paragraph: — Γιὰ τ' ὄνομα τοῦ Θεοῦ ! Δὲν ἔκαμα κανένα κακὸ σ' αὐτὸ τὸν ἄνθρωπο. [159, 1351, 440, 1383]
paragraph: — Κρῖμα στὸν ἄνθρωπο ! προσέθεσεν ὁ διοικητής. Εἶνε θέμα τοῦ καθήκοντος. Ἐτηλεγράφησα νὰ τοῦ δοθῇ παράσημον. [159, 1648, 440, 1697]
table-cell: Γεν. Ἑταιρίας Ἐργοληψιῶν.. [161, 617, 335, 631]
clinic-role: ΙΑΤΡΟΥ [1226, 1172, 1325, 1193]
table-cell: 238.— [399, 617, 438, 631]
table-cell: 355.— [465, 312, 504, 326]
table-cell: 318.— [465, 297, 504, 311]
table-cell: 650 — [399, 404, 438, 418]
table-row [159, 662, 440, 677]
table-cell: Δάν. Σιδ. Θεσσαλίας.. 5 1/2 » [161, 419, 341, 433]
sprayers-line2: ΤΟΥ ΕΝ ΠΑΤΡΑΙΣ ΠΕΦΗΜΙΣΜΕΝΟΥ ΕΡΓΟΣΤΑΣΙΟΥ [1074, 540, 1478, 558]
table-cell: Ἐπὶ Ἀγγλίας...... [162, 807, 262, 821]
table-row [160, 822, 440, 837]
elixir-maker: ΝΙΚ. ΒΑΚΤΑΛΟΠΟΥΛΟΥ [1142, 879, 1409, 900]
table-cell: 274.— [399, 632, 438, 646]
hats-name: ΓΕΩΡΓΙΟΥ ΒΛΑΝΗ [751, 1173, 1002, 1202]
